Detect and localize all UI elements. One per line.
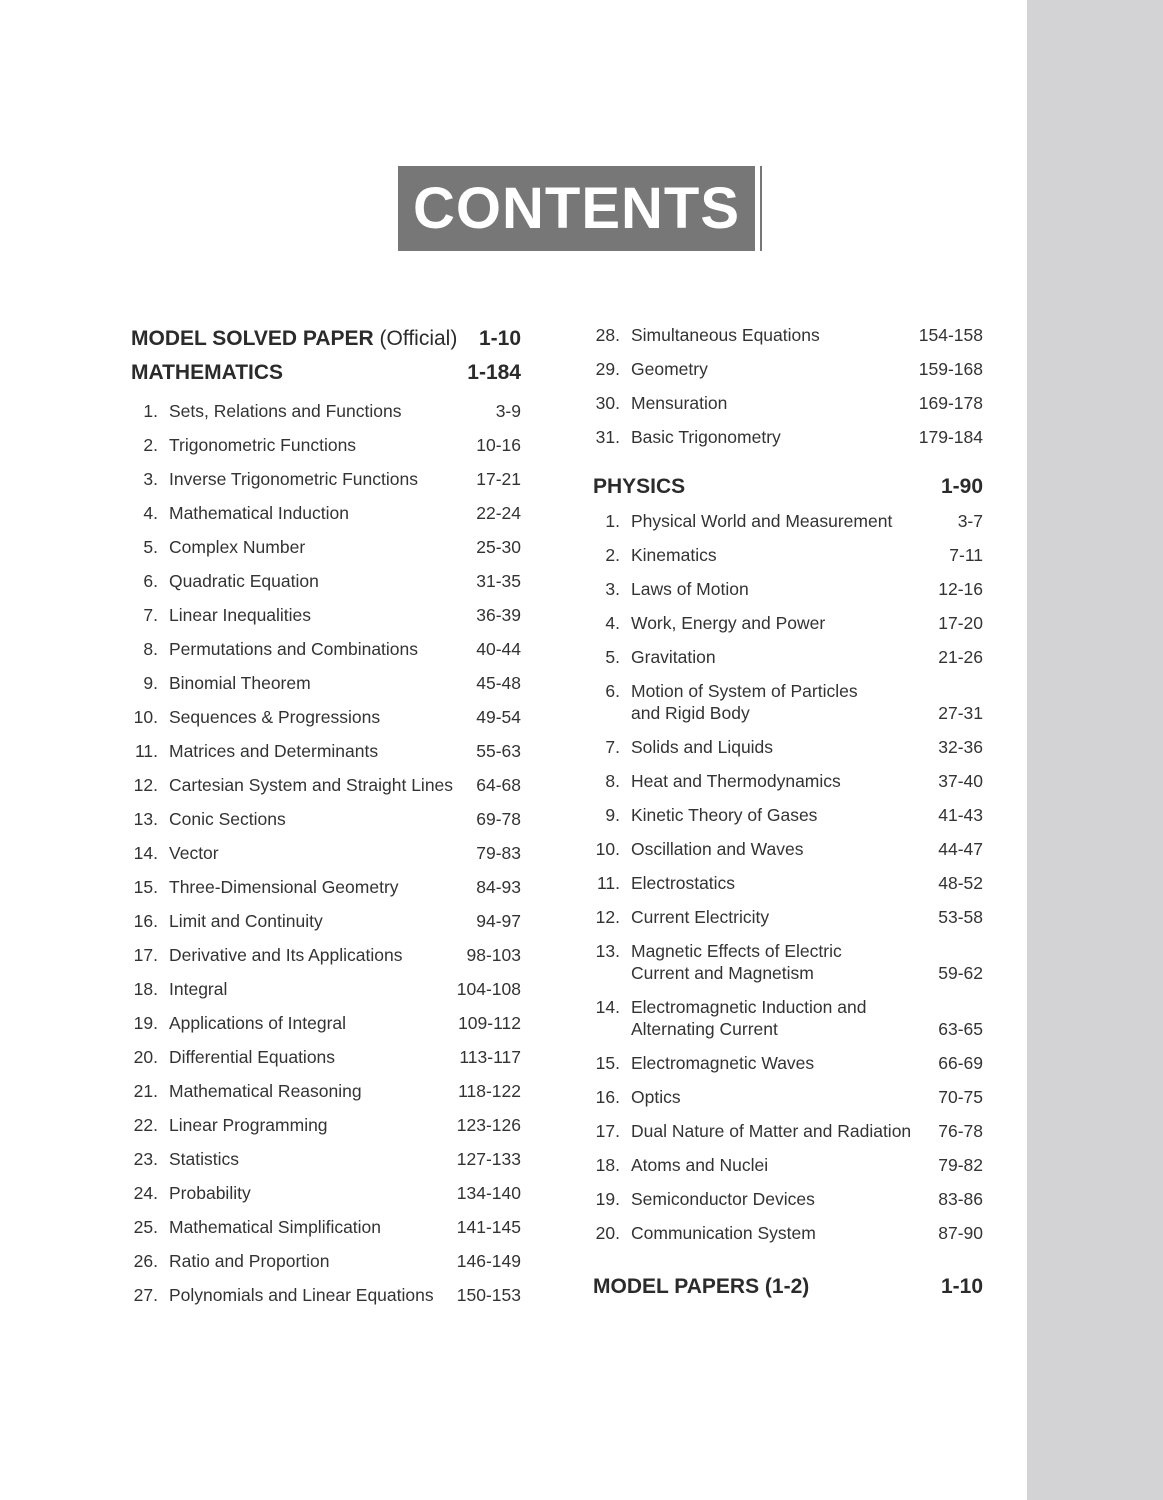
entry-number: 19. xyxy=(595,1189,620,1209)
physics-pages: 1-90 xyxy=(940,475,983,498)
entry-title xyxy=(158,1012,458,1034)
entry-pages: 25-30 xyxy=(476,537,521,557)
toc-entry xyxy=(593,832,983,866)
toc-entry xyxy=(131,1108,521,1142)
entry-pages: 45-48 xyxy=(476,673,521,693)
toc-entry xyxy=(593,730,983,764)
entry-title xyxy=(158,400,461,422)
entry-title-line: Sets, Relations and Functions xyxy=(169,401,402,421)
entry-pages: 53-58 xyxy=(938,907,983,927)
toc-entry xyxy=(593,1148,983,1182)
toc-entry xyxy=(131,666,521,700)
toc-entry xyxy=(593,934,983,990)
entry-title-line: Mensuration xyxy=(631,393,728,413)
entry-title-line: Linear Inequalities xyxy=(169,605,312,625)
entry-number: 28. xyxy=(595,325,620,345)
entry-pages: 79-82 xyxy=(938,1155,983,1175)
entry-number: 9. xyxy=(143,673,158,693)
entry-title xyxy=(620,358,919,380)
entry-title xyxy=(620,1120,923,1142)
entry-title xyxy=(158,502,461,524)
entry-title-line: Three-Dimensional Geometry xyxy=(169,877,399,897)
entry-pages: 146-149 xyxy=(456,1251,521,1271)
entry-title xyxy=(620,838,923,860)
toc-entry xyxy=(593,386,983,420)
entry-title-line: Simultaneous Equations xyxy=(631,325,820,345)
entry-number: 17. xyxy=(595,1121,620,1141)
entry-title-line: Heat and Thermodynamics xyxy=(631,771,841,791)
entry-title xyxy=(158,740,461,762)
entry-number: 22. xyxy=(133,1115,158,1135)
entry-title-line: Motion of System of Particles xyxy=(631,681,858,701)
entry-title-line: Probability xyxy=(169,1183,251,1203)
entry-title-line: Alternating Current xyxy=(631,1019,778,1039)
entry-title-line: Applications of Integral xyxy=(169,1013,347,1033)
entry-title-line: Magnetic Effects of Electric xyxy=(631,941,842,961)
entry-number: 13. xyxy=(595,941,620,961)
toc-entry xyxy=(593,1080,983,1114)
entry-title xyxy=(620,578,923,600)
entry-pages: 48-52 xyxy=(938,873,983,893)
entry-title xyxy=(620,906,923,928)
toc-entry xyxy=(131,768,521,802)
entry-title xyxy=(620,1188,923,1210)
model-papers-title: MODEL PAPERS (1-2) xyxy=(593,1275,810,1298)
entry-number: 17. xyxy=(133,945,158,965)
entry-pages: 49-54 xyxy=(476,707,521,727)
entry-title xyxy=(158,638,461,660)
entry-title-line: Binomial Theorem xyxy=(169,673,311,693)
entry-title-line: Oscillation and Waves xyxy=(631,839,804,859)
toc-entry xyxy=(131,496,521,530)
entry-title-line: and Rigid Body xyxy=(631,703,750,723)
entry-number: 24. xyxy=(133,1183,158,1203)
entry-pages: 40-44 xyxy=(476,639,521,659)
entry-pages: 118-122 xyxy=(458,1081,521,1101)
entry-number: 10. xyxy=(133,707,158,727)
entry-title xyxy=(620,510,923,532)
entry-title xyxy=(620,736,923,758)
entry-pages: 17-20 xyxy=(938,613,983,633)
entry-title xyxy=(158,672,461,694)
entry-number: 5. xyxy=(143,537,158,557)
entry-pages: 66-69 xyxy=(938,1053,983,1073)
entry-title xyxy=(620,680,923,724)
toc-entry xyxy=(131,632,521,666)
entry-title-line: Limit and Continuity xyxy=(169,911,323,931)
mathematics-list xyxy=(131,394,521,1312)
toc-entry xyxy=(131,1176,521,1210)
entry-number: 21. xyxy=(133,1081,158,1101)
entry-pages: 98-103 xyxy=(466,945,521,965)
entry-title-line: Complex Number xyxy=(169,537,306,557)
toc-entry xyxy=(593,1182,983,1216)
entry-title xyxy=(158,1250,457,1272)
entry-title xyxy=(158,842,461,864)
entry-title xyxy=(620,544,923,566)
entry-number: 4. xyxy=(143,503,158,523)
entry-title xyxy=(620,1086,923,1108)
entry-number: 2. xyxy=(605,545,620,565)
entry-pages: 109-112 xyxy=(458,1013,521,1033)
toc-entry xyxy=(131,428,521,462)
model-solved-paper-official: (Official) xyxy=(379,327,458,350)
entry-title-line: Permutations and Combinations xyxy=(169,639,419,659)
model-solved-paper-pages: 1-10 xyxy=(478,327,521,350)
toc-entry xyxy=(593,1216,983,1250)
entry-title xyxy=(158,1148,457,1170)
entry-title-line: Gravitation xyxy=(631,647,716,667)
entry-title xyxy=(158,808,461,830)
entry-title-line: Solids and Liquids xyxy=(631,737,774,757)
toc-entry xyxy=(593,1114,983,1148)
entry-title-line: Inverse Trigonometric Functions xyxy=(169,469,418,489)
entry-pages: 22-24 xyxy=(476,503,521,523)
toc-entry xyxy=(593,420,983,454)
entry-pages: 159-168 xyxy=(918,359,983,379)
entry-title xyxy=(158,468,461,490)
toc-entry xyxy=(131,972,521,1006)
entry-number: 10. xyxy=(595,839,620,859)
entry-number: 29. xyxy=(595,359,620,379)
entry-title xyxy=(158,978,457,1000)
entry-title xyxy=(620,770,923,792)
entry-title-line: Semiconductor Devices xyxy=(631,1189,815,1209)
entry-title-line: Basic Trigonometry xyxy=(631,427,781,447)
mathematics-pages: 1-184 xyxy=(467,361,521,384)
entry-pages: 37-40 xyxy=(938,771,983,791)
entry-pages: 150-153 xyxy=(456,1285,521,1305)
physics-title: PHYSICS xyxy=(593,475,686,498)
entry-title-line: Laws of Motion xyxy=(631,579,749,599)
entry-title xyxy=(620,1154,923,1176)
entry-pages: 123-126 xyxy=(456,1115,521,1135)
entry-title-line: Electromagnetic Induction and xyxy=(631,997,867,1017)
mathematics-title: MATHEMATICS xyxy=(131,361,284,384)
entry-title-line: Polynomials and Linear Equations xyxy=(169,1285,434,1305)
entry-pages: 154-158 xyxy=(918,325,983,345)
entry-title-line: Work, Energy and Power xyxy=(631,613,826,633)
toc-entry xyxy=(593,352,983,386)
physics-list xyxy=(593,504,983,1250)
entry-title xyxy=(620,646,923,668)
entry-number: 5. xyxy=(605,647,620,667)
entry-number: 18. xyxy=(133,979,158,999)
toc-entry xyxy=(593,572,983,606)
toc-entry xyxy=(593,1046,983,1080)
entry-title xyxy=(158,570,461,592)
toc-entry xyxy=(131,836,521,870)
entry-title-line: Conic Sections xyxy=(169,809,286,829)
entry-title xyxy=(620,392,919,414)
entry-pages: 69-78 xyxy=(476,809,521,829)
entry-title-line: Dual Nature of Matter and Radiation xyxy=(631,1121,912,1141)
toc-entry xyxy=(131,564,521,598)
entry-title-line: Statistics xyxy=(169,1149,240,1169)
toc-entry xyxy=(131,904,521,938)
entry-title-line: Linear Programming xyxy=(169,1115,328,1135)
entry-pages: 141-145 xyxy=(456,1217,521,1237)
entry-title xyxy=(158,1182,457,1204)
entry-title-line: Cartesian System and Straight Lines xyxy=(169,775,454,795)
entry-title xyxy=(158,774,461,796)
entry-title xyxy=(620,426,919,448)
toc-entry xyxy=(593,606,983,640)
entry-title-line: Sequences & Progressions xyxy=(169,707,381,727)
toc-entry xyxy=(593,900,983,934)
toc-entry xyxy=(131,1040,521,1074)
toc-entry xyxy=(593,640,983,674)
entry-number: 7. xyxy=(605,737,620,757)
entry-pages: 94-97 xyxy=(476,911,521,931)
toc-entry xyxy=(131,1278,521,1312)
entry-pages: 31-35 xyxy=(476,571,521,591)
toc-left-column xyxy=(131,322,521,1312)
entry-pages: 79-83 xyxy=(476,843,521,863)
toc-entry xyxy=(131,734,521,768)
entry-pages: 21-26 xyxy=(938,647,983,667)
toc-entry xyxy=(593,318,983,352)
entry-pages: 17-21 xyxy=(476,469,521,489)
entry-title xyxy=(158,876,461,898)
toc-entry xyxy=(593,674,983,730)
entry-title-line: Trigonometric Functions xyxy=(169,435,357,455)
entry-title-line: Communication System xyxy=(631,1223,816,1243)
entry-title xyxy=(158,910,461,932)
entry-title-line: Differential Equations xyxy=(169,1047,336,1067)
model-solved-paper-title: MODEL SOLVED PAPER xyxy=(131,327,374,350)
entry-title-line: Quadratic Equation xyxy=(169,571,319,591)
entry-number: 8. xyxy=(605,771,620,791)
entry-number: 6. xyxy=(605,681,620,701)
toc-entry xyxy=(593,866,983,900)
entry-title xyxy=(158,944,461,966)
entry-number: 6. xyxy=(143,571,158,591)
model-papers-heading xyxy=(593,1270,983,1304)
entry-title-line: Current Electricity xyxy=(631,907,770,927)
entry-number: 14. xyxy=(133,843,158,863)
entry-title xyxy=(620,1222,923,1244)
entry-pages: 70-75 xyxy=(938,1087,983,1107)
entry-title-line: Current and Magnetism xyxy=(631,963,814,983)
entry-number: 31. xyxy=(595,427,620,447)
entry-number: 12. xyxy=(595,907,620,927)
entry-pages: 7-11 xyxy=(949,545,983,565)
entry-number: 8. xyxy=(143,639,158,659)
entry-number: 11. xyxy=(134,741,158,761)
toc-entry xyxy=(593,798,983,832)
entry-title-line: Vector xyxy=(169,843,219,863)
toc-entry xyxy=(131,462,521,496)
entry-number: 26. xyxy=(133,1251,158,1271)
entry-title-line: Optics xyxy=(631,1087,681,1107)
toc-entry xyxy=(131,1244,521,1278)
entry-title-line: Mathematical Reasoning xyxy=(169,1081,362,1101)
entry-pages: 127-133 xyxy=(456,1149,521,1169)
entry-number: 23. xyxy=(133,1149,158,1169)
entry-number: 16. xyxy=(595,1087,620,1107)
entry-title-line: Electrostatics xyxy=(631,873,736,893)
entry-title-line: Kinematics xyxy=(631,545,717,565)
entry-pages: 83-86 xyxy=(938,1189,983,1209)
entry-title xyxy=(158,1114,457,1136)
entry-title xyxy=(620,940,923,984)
toc-entry xyxy=(131,938,521,972)
toc-entry xyxy=(131,870,521,904)
entry-pages: 10-16 xyxy=(476,435,521,455)
entry-pages: 104-108 xyxy=(456,979,521,999)
entry-pages: 76-78 xyxy=(938,1121,983,1141)
entry-title-line: Ratio and Proportion xyxy=(169,1251,330,1271)
entry-pages: 36-39 xyxy=(476,605,521,625)
toc-entry xyxy=(131,802,521,836)
entry-number: 16. xyxy=(133,911,158,931)
entry-title xyxy=(620,324,919,346)
toc-entry xyxy=(131,394,521,428)
entry-number: 1. xyxy=(605,511,620,531)
mathematics-list-continued xyxy=(593,318,983,454)
entry-pages: 55-63 xyxy=(476,741,521,761)
entry-number: 15. xyxy=(133,877,158,897)
entry-title xyxy=(158,1046,459,1068)
entry-pages: 87-90 xyxy=(938,1223,983,1243)
entry-pages: 134-140 xyxy=(456,1183,521,1203)
entry-pages: 169-178 xyxy=(918,393,983,413)
entry-number: 15. xyxy=(595,1053,620,1073)
entry-pages: 27-31 xyxy=(938,703,983,723)
entry-number: 3. xyxy=(605,579,620,599)
toc-entry xyxy=(131,1074,521,1108)
entry-title xyxy=(158,706,461,728)
entry-title-line: Electromagnetic Waves xyxy=(631,1053,815,1073)
entry-title-line: Matrices and Determinants xyxy=(169,741,379,761)
entry-title-line: Integral xyxy=(169,979,228,999)
toc-entry xyxy=(131,700,521,734)
entry-title xyxy=(620,872,923,894)
toc-entry xyxy=(593,538,983,572)
entry-title-line: Physical World and Measurement xyxy=(631,511,893,531)
entry-number: 3. xyxy=(143,469,158,489)
entry-title xyxy=(158,1080,458,1102)
entry-number: 20. xyxy=(133,1047,158,1067)
entry-title xyxy=(158,536,461,558)
entry-title xyxy=(620,612,923,634)
toc-right-column xyxy=(593,318,983,1304)
page-edge-strip xyxy=(1027,0,1163,1500)
entry-pages: 63-65 xyxy=(938,1019,983,1039)
entry-title xyxy=(620,1052,923,1074)
entry-number: 18. xyxy=(595,1155,620,1175)
entry-pages: 41-43 xyxy=(938,805,983,825)
entry-title-line: Derivative and Its Applications xyxy=(169,945,403,965)
entry-number: 2. xyxy=(143,435,158,455)
physics-heading xyxy=(593,470,983,504)
entry-title-line: Atoms and Nuclei xyxy=(631,1155,769,1175)
entry-title-line: Kinetic Theory of Gases xyxy=(631,805,818,825)
toc-entry xyxy=(593,504,983,538)
entry-number: 12. xyxy=(133,775,158,795)
toc-entry xyxy=(131,1210,521,1244)
entry-number: 4. xyxy=(605,613,620,633)
entry-number: 19. xyxy=(133,1013,158,1033)
mathematics-heading xyxy=(131,356,521,390)
entry-title xyxy=(620,804,923,826)
entry-pages: 64-68 xyxy=(476,775,521,795)
toc-entry xyxy=(131,598,521,632)
entry-title-line: Mathematical Induction xyxy=(169,503,349,523)
toc-entry xyxy=(131,1006,521,1040)
model-papers-pages: 1-10 xyxy=(940,1275,983,1298)
entry-pages: 3-7 xyxy=(957,511,983,531)
entry-pages: 44-47 xyxy=(938,839,983,859)
toc-entry xyxy=(593,990,983,1046)
entry-number: 9. xyxy=(605,805,620,825)
toc-entry xyxy=(131,530,521,564)
entry-title xyxy=(158,604,461,626)
entry-title-line: Geometry xyxy=(631,359,708,379)
entry-pages: 113-117 xyxy=(459,1047,521,1067)
toc-entry xyxy=(131,1142,521,1176)
entry-number: 11. xyxy=(596,873,620,893)
entry-number: 13. xyxy=(133,809,158,829)
entry-pages: 32-36 xyxy=(938,737,983,757)
entry-title-line: Mathematical Simplification xyxy=(169,1217,382,1237)
entry-number: 14. xyxy=(595,997,620,1017)
entry-title xyxy=(620,996,923,1040)
model-solved-paper-heading xyxy=(131,322,521,356)
entry-number: 7. xyxy=(143,605,158,625)
entry-number: 25. xyxy=(133,1217,158,1237)
contents-title-banner xyxy=(398,166,760,251)
entry-pages: 3-9 xyxy=(495,401,521,421)
entry-pages: 84-93 xyxy=(476,877,521,897)
entry-number: 27. xyxy=(133,1285,158,1305)
entry-title xyxy=(158,434,461,456)
page-title: CONTENTS xyxy=(413,176,740,241)
entry-pages: 59-62 xyxy=(938,963,983,983)
entry-number: 20. xyxy=(595,1223,620,1243)
toc-entry xyxy=(593,764,983,798)
entry-number: 30. xyxy=(595,393,620,413)
entry-number: 1. xyxy=(143,401,158,421)
entry-pages: 12-16 xyxy=(938,579,983,599)
entry-title xyxy=(158,1216,457,1238)
entry-title xyxy=(158,1284,457,1306)
entry-pages: 179-184 xyxy=(918,427,983,447)
